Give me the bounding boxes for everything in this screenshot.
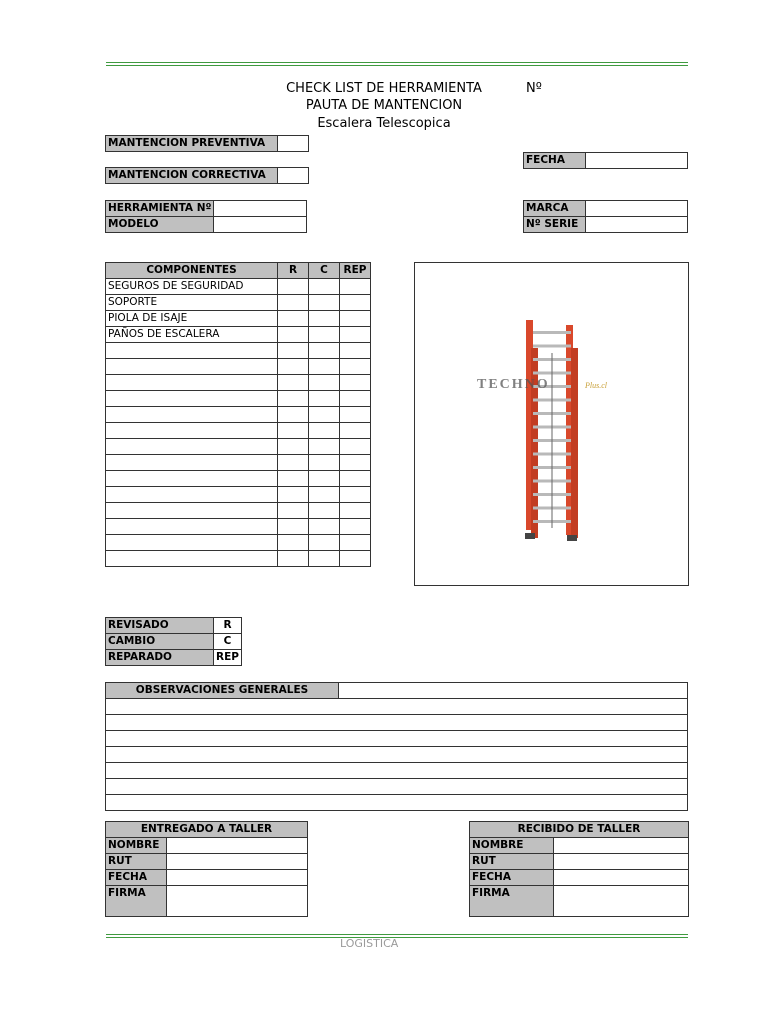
observaciones-line[interactable] <box>106 699 688 715</box>
component-rep-cell[interactable] <box>340 391 371 407</box>
component-name <box>106 471 278 487</box>
component-c-cell[interactable] <box>309 375 340 391</box>
component-c-cell[interactable] <box>309 311 340 327</box>
entregado-fecha-label: FECHA <box>106 870 167 886</box>
legend-revisado-code: R <box>214 618 242 634</box>
watermark-small-text: Plus.cl <box>585 381 607 390</box>
entregado-fecha-field[interactable] <box>167 870 308 886</box>
table-row <box>106 423 371 439</box>
entregado-rut-field[interactable] <box>167 854 308 870</box>
herramienta-field[interactable] <box>214 201 307 217</box>
observaciones-line[interactable] <box>106 731 688 747</box>
entregado-title: ENTREGADO A TALLER <box>106 822 308 838</box>
component-c-cell[interactable] <box>309 503 340 519</box>
component-name <box>106 535 278 551</box>
correctiva-label: MANTENCION CORRECTIVA <box>106 168 278 184</box>
field-row <box>470 838 689 854</box>
table-row <box>106 375 371 391</box>
component-c-cell[interactable] <box>309 295 340 311</box>
component-name <box>106 375 278 391</box>
correctiva-checkbox[interactable] <box>278 168 309 184</box>
component-r-cell[interactable] <box>278 375 309 391</box>
table-row <box>106 343 371 359</box>
observaciones-table <box>105 682 688 811</box>
component-rep-cell[interactable] <box>340 407 371 423</box>
legend-table <box>105 617 242 666</box>
ladder-foot <box>567 535 577 541</box>
fecha-field[interactable] <box>586 153 688 169</box>
legend-cambio-label: CAMBIO <box>106 634 214 650</box>
top-divider-2 <box>106 65 688 66</box>
component-r-cell[interactable] <box>278 503 309 519</box>
legend-reparado-label: REPARADO <box>106 650 214 666</box>
recibido-title: RECIBIDO DE TALLER <box>470 822 689 838</box>
component-c-cell[interactable] <box>309 327 340 343</box>
preventiva-table <box>105 135 309 152</box>
component-r-cell[interactable] <box>278 359 309 375</box>
component-rep-cell[interactable] <box>340 535 371 551</box>
observaciones-row[interactable] <box>106 731 688 747</box>
title-line-2: PAUTA DE MANTENCION <box>305 98 463 113</box>
table-row <box>106 471 371 487</box>
field-row <box>106 854 308 870</box>
observaciones-line[interactable] <box>106 763 688 779</box>
components-table <box>105 262 371 567</box>
table-row <box>106 391 371 407</box>
footer-text: LOGISTICA <box>340 937 399 950</box>
modelo-label: MODELO <box>106 217 214 233</box>
component-r-cell[interactable] <box>278 471 309 487</box>
table-row <box>106 439 371 455</box>
observaciones-row[interactable] <box>106 715 688 731</box>
recibido-rut-label: RUT <box>470 854 554 870</box>
component-c-cell[interactable] <box>309 551 340 567</box>
ladder-image-frame <box>414 262 689 586</box>
component-c-cell[interactable] <box>309 407 340 423</box>
component-c-cell[interactable] <box>309 535 340 551</box>
observaciones-row[interactable] <box>106 763 688 779</box>
modelo-field[interactable] <box>214 217 307 233</box>
component-c-cell[interactable] <box>309 519 340 535</box>
watermark-text: TECHNO <box>477 377 550 392</box>
table-row <box>106 487 371 503</box>
recibido-firma-label: FIRMA <box>470 886 554 917</box>
c-header: C <box>309 263 340 279</box>
tool-info-left <box>105 200 307 233</box>
component-name: SEGUROS DE SEGURIDAD <box>106 279 278 295</box>
field-row <box>470 870 689 886</box>
component-c-cell[interactable] <box>309 359 340 375</box>
fecha-table <box>523 152 688 169</box>
component-rep-cell[interactable] <box>340 471 371 487</box>
preventiva-checkbox[interactable] <box>278 136 309 152</box>
component-rep-cell[interactable] <box>340 295 371 311</box>
table-row <box>106 535 371 551</box>
component-r-cell[interactable] <box>278 551 309 567</box>
table-row <box>106 519 371 535</box>
tool-info-right <box>523 200 688 233</box>
component-r-cell[interactable] <box>278 391 309 407</box>
component-name <box>106 343 278 359</box>
table-row <box>106 455 371 471</box>
observaciones-row[interactable] <box>106 699 688 715</box>
ladder-image <box>415 263 688 585</box>
observaciones-title: OBSERVACIONES GENERALES <box>106 683 339 699</box>
component-r-cell[interactable] <box>278 343 309 359</box>
recibido-rut-field[interactable] <box>554 854 689 870</box>
field-row <box>106 838 308 854</box>
component-c-cell[interactable] <box>309 391 340 407</box>
serie-field[interactable] <box>586 217 688 233</box>
observaciones-row[interactable] <box>106 747 688 763</box>
observaciones-header-blank <box>339 683 688 699</box>
component-c-cell[interactable] <box>309 471 340 487</box>
preventiva-label: MANTENCION PREVENTIVA <box>106 136 278 152</box>
component-rep-cell[interactable] <box>340 519 371 535</box>
component-name <box>106 551 278 567</box>
component-r-cell[interactable] <box>278 407 309 423</box>
observaciones-line[interactable] <box>106 795 688 811</box>
recibido-fecha-field[interactable] <box>554 870 689 886</box>
field-row <box>106 886 308 917</box>
legend-revisado-label: REVISADO <box>106 618 214 634</box>
marca-label: MARCA <box>524 201 586 217</box>
entregado-rut-label: RUT <box>106 854 167 870</box>
component-name <box>106 391 278 407</box>
component-name <box>106 423 278 439</box>
component-name <box>106 503 278 519</box>
marca-field[interactable] <box>586 201 688 217</box>
component-r-cell[interactable] <box>278 535 309 551</box>
observaciones-line[interactable] <box>106 779 688 795</box>
recibido-fecha-label: FECHA <box>470 870 554 886</box>
rep-header: REP <box>340 263 371 279</box>
component-rep-cell[interactable] <box>340 359 371 375</box>
top-divider <box>106 62 688 63</box>
component-r-cell[interactable] <box>278 295 309 311</box>
component-rep-cell[interactable] <box>340 311 371 327</box>
correctiva-table <box>105 167 309 184</box>
entregado-firma-field[interactable] <box>167 886 308 917</box>
table-row <box>106 551 371 567</box>
component-name <box>106 487 278 503</box>
recibido-firma-field[interactable] <box>554 886 689 917</box>
component-name: PIOLA DE ISAJE <box>106 311 278 327</box>
herramienta-label: HERRAMIENTA Nº <box>106 201 214 217</box>
component-r-cell[interactable] <box>278 279 309 295</box>
component-rep-cell[interactable] <box>340 375 371 391</box>
recibido-nombre-field[interactable] <box>554 838 689 854</box>
component-name <box>106 407 278 423</box>
entregado-firma-label: FIRMA <box>106 886 167 917</box>
component-rep-cell[interactable] <box>340 487 371 503</box>
component-name <box>106 455 278 471</box>
fecha-label: FECHA <box>524 153 586 169</box>
component-name <box>106 519 278 535</box>
component-rep-cell[interactable] <box>340 455 371 471</box>
table-row <box>106 327 371 343</box>
table-row <box>106 503 371 519</box>
entregado-nombre-field[interactable] <box>167 838 308 854</box>
table-row <box>106 279 371 295</box>
component-name <box>106 359 278 375</box>
title-line-1 <box>0 81 768 96</box>
component-name <box>106 439 278 455</box>
component-name: SOPORTE <box>106 295 278 311</box>
component-c-cell[interactable] <box>309 487 340 503</box>
ladder-foot <box>525 533 535 539</box>
serie-label: Nº SERIE <box>524 217 586 233</box>
component-r-cell[interactable] <box>278 439 309 455</box>
field-row <box>106 870 308 886</box>
component-r-cell[interactable] <box>278 487 309 503</box>
component-c-cell[interactable] <box>309 439 340 455</box>
component-rep-cell[interactable] <box>340 439 371 455</box>
component-name: PAÑOS DE ESCALERA <box>106 327 278 343</box>
component-c-cell[interactable] <box>309 279 340 295</box>
component-c-cell[interactable] <box>309 343 340 359</box>
components-header: COMPONENTES <box>106 263 278 279</box>
bottom-divider <box>106 934 688 935</box>
entregado-table <box>105 821 308 917</box>
component-r-cell[interactable] <box>278 519 309 535</box>
table-row <box>106 295 371 311</box>
component-rep-cell[interactable] <box>340 423 371 439</box>
legend-reparado-code: REP <box>214 650 242 666</box>
observaciones-line[interactable] <box>106 747 688 763</box>
entregado-nombre-label: NOMBRE <box>106 838 167 854</box>
component-rep-cell[interactable] <box>340 503 371 519</box>
ladder-rung <box>533 331 571 334</box>
component-r-cell[interactable] <box>278 311 309 327</box>
component-rep-cell[interactable] <box>340 343 371 359</box>
title-line-3: Escalera Telescopica <box>317 116 451 131</box>
field-row <box>470 886 689 917</box>
ladder-rail <box>571 348 578 538</box>
legend-cambio-code: C <box>214 634 242 650</box>
component-r-cell[interactable] <box>278 327 309 343</box>
title-text: CHECK LIST DE HERRAMIENTA <box>286 81 482 96</box>
component-rep-cell[interactable] <box>340 279 371 295</box>
observaciones-line[interactable] <box>106 715 688 731</box>
number-label: Nº <box>526 81 542 96</box>
table-row <box>106 311 371 327</box>
r-header: R <box>278 263 309 279</box>
component-r-cell[interactable] <box>278 423 309 439</box>
field-row <box>470 854 689 870</box>
recibido-table <box>469 821 689 917</box>
table-row <box>106 407 371 423</box>
table-row <box>106 359 371 375</box>
component-r-cell[interactable] <box>278 455 309 471</box>
component-rep-cell[interactable] <box>340 327 371 343</box>
recibido-nombre-label: NOMBRE <box>470 838 554 854</box>
observaciones-row[interactable] <box>106 779 688 795</box>
observaciones-row[interactable] <box>106 795 688 811</box>
component-c-cell[interactable] <box>309 423 340 439</box>
ladder-rung <box>533 345 571 348</box>
component-rep-cell[interactable] <box>340 551 371 567</box>
component-c-cell[interactable] <box>309 455 340 471</box>
